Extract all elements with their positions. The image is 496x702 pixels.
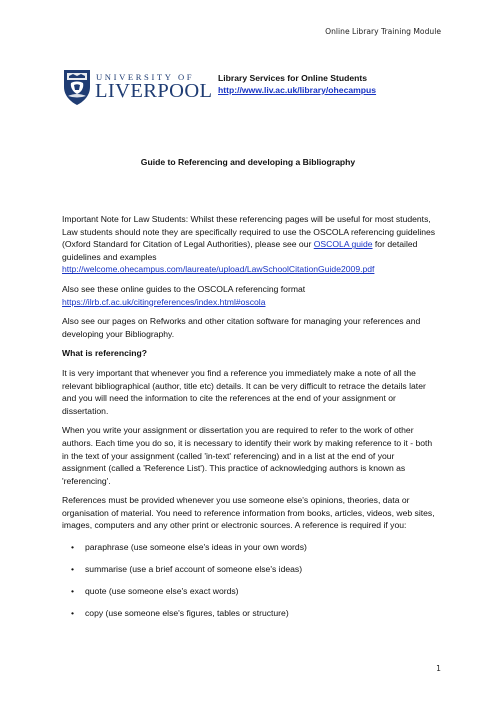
- law-note-after-link: for detailed guidelines and examples: [62, 239, 418, 262]
- section-paragraph-2: When you write your assignment or dissertation you are required to refer to the work of other authors. Each time you do so, it is necessary to identify their work by making reference to it - both in the text of your assignment (called 'in-text' referencing) and in a list at the end of your assignment (called a 'Reference List'). This practice of acknowledging authors is known as 'referencing'.: [62, 425, 433, 486]
- bullet-icon: •: [71, 586, 75, 597]
- module-title: Online Library Training Module: [325, 27, 441, 36]
- page-title: Guide to Referencing and developing a Bibliography: [140, 157, 356, 167]
- list-item-text: paraphrase (use someone else's ideas in your own words): [85, 542, 307, 553]
- law-note: [62, 213, 438, 263]
- list-item: [62, 541, 438, 554]
- logo-line-1: UNIVERSITY OF: [96, 72, 195, 82]
- refworks-paragraph: Also see our pages on Refworks and other citation software for managing your references and developing your Bibliography.: [62, 316, 421, 339]
- list-item: [62, 607, 438, 620]
- list-item: [62, 563, 438, 576]
- list-item-text: summarise (use a brief account of someone else's ideas): [85, 564, 303, 575]
- library-services-title: Library Services for Online Students: [218, 73, 368, 83]
- list-item-text: copy (use someone else's figures, tables or structure): [85, 608, 289, 619]
- section-paragraph-1: It is very important that whenever you find a reference you immediately make a note of all the relevant bibliographical (author, title etc) details. It can be very difficult to retrace the details later and you will need the information to cite the references at the end of your assignment or dissertation.: [62, 367, 426, 416]
- bullet-icon: •: [71, 542, 75, 553]
- section-heading: What is referencing?: [62, 348, 147, 359]
- oscola-guide-link[interactable]: OSCOLA guide: [313, 239, 373, 250]
- page-number: 1: [436, 664, 441, 673]
- document-body: [62, 213, 438, 629]
- logo-line-2: LIVERPOOL: [95, 80, 213, 102]
- bullet-icon: •: [71, 608, 75, 619]
- reference-required-list: [62, 541, 438, 620]
- law-guide-url-link[interactable]: http://welcome.ohecampus.com/laureate/upload/LawSchoolCitationGuide2009.pdf: [62, 264, 375, 275]
- law-note-text: Important Note for Law Students: Whilst these referencing pages will be useful for most students, Law students should note they are specifically required to use the OSCOLA referencing guidelines (Oxford Standard for Citation of Legal Authorities), please see our: [62, 214, 436, 250]
- library-url-link[interactable]: http://www.liv.ac.uk/library/ohecampus: [218, 85, 377, 95]
- oscola-online-guide-link[interactable]: https://ilrb.cf.ac.uk/citingreferences/index.html#oscola: [62, 296, 266, 307]
- university-logo: [62, 68, 212, 108]
- online-guides-url-paragraph: [62, 296, 438, 309]
- law-guide-url-paragraph: [62, 263, 438, 276]
- university-crest-icon: [62, 68, 92, 106]
- section-paragraph-3: References must be provided whenever you use someone else's opinions, theories, data or organisation of material. You need to reference information from books, articles, videos, web sites, images, computers and any other print or electronic sources. A reference is required if you:: [62, 495, 435, 531]
- list-item: [62, 585, 438, 598]
- online-guides-text: Also see these online guides to the OSCOLA referencing format: [62, 283, 306, 294]
- list-item-text: quote (use someone else's exact words): [85, 586, 239, 597]
- bullet-icon: •: [71, 564, 75, 575]
